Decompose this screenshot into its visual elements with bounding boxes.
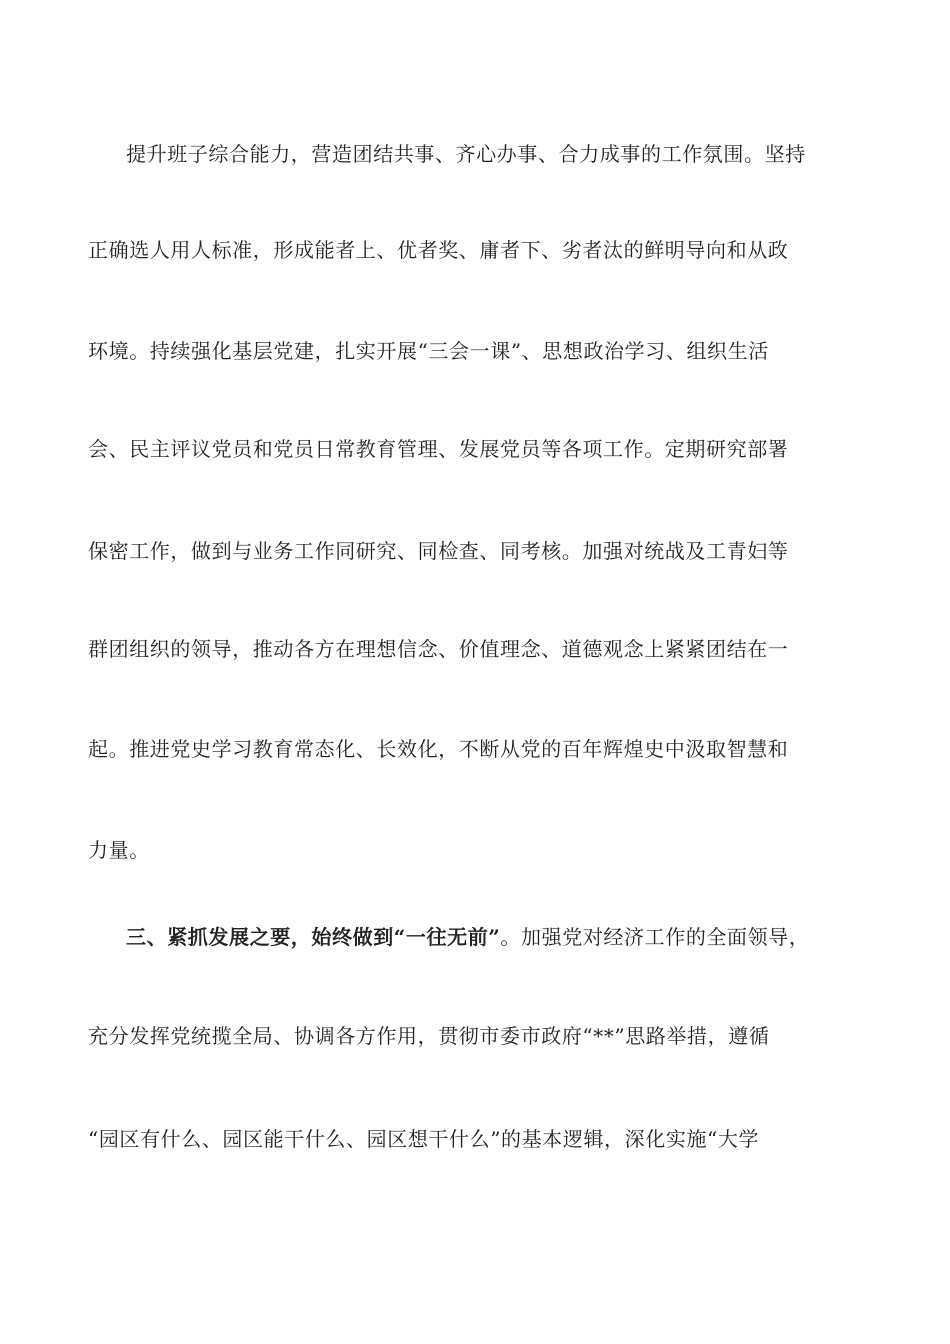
paragraph-line: 群团组织的领导，推动各方在理想信念、价值理念、道德观念上紧紧团结在一 [88, 637, 789, 661]
paragraph-line: 起。推进党史学习教育常态化、长效化，不断从党的百年辉煌史中汲取智慧和 [88, 737, 789, 761]
section-heading-line [126, 923, 809, 951]
paragraph-line: 充分发挥党统揽全局、协调各方作用，贯彻市委市政府“**”思路举措，遵循 [88, 1024, 770, 1048]
paragraph-line: 力量。 [88, 838, 150, 862]
section-heading-rest: 。加强党对经济工作的全面领导， [500, 925, 810, 949]
paragraph-line: 正确选人用人标准，形成能者上、优者奖、庸者下、劣者汰的鲜明导向和从政 [88, 238, 789, 262]
paragraph-line: 会、民主评议党员和党员日常教育管理、发展党员等各项工作。定期研究部署 [88, 437, 789, 461]
paragraph-line: “园区有什么、园区能干什么、园区想干什么”的基本逻辑，深化实施“大学 [88, 1127, 760, 1151]
paragraph-line: 环境。持续强化基层党建，扎实开展“三会一课”、思想政治学习、组织生活 [88, 339, 769, 363]
section-heading: 三、紧抓发展之要，始终做到“一往无前” [126, 925, 501, 949]
paragraph-line: 提升班子综合能力，营造团结共事、齐心办事、合力成事的工作氛围。坚持 [126, 142, 806, 166]
paragraph-line: 保密工作，做到与业务工作同研究、同检查、同考核。加强对统战及工青妇等 [88, 539, 789, 563]
